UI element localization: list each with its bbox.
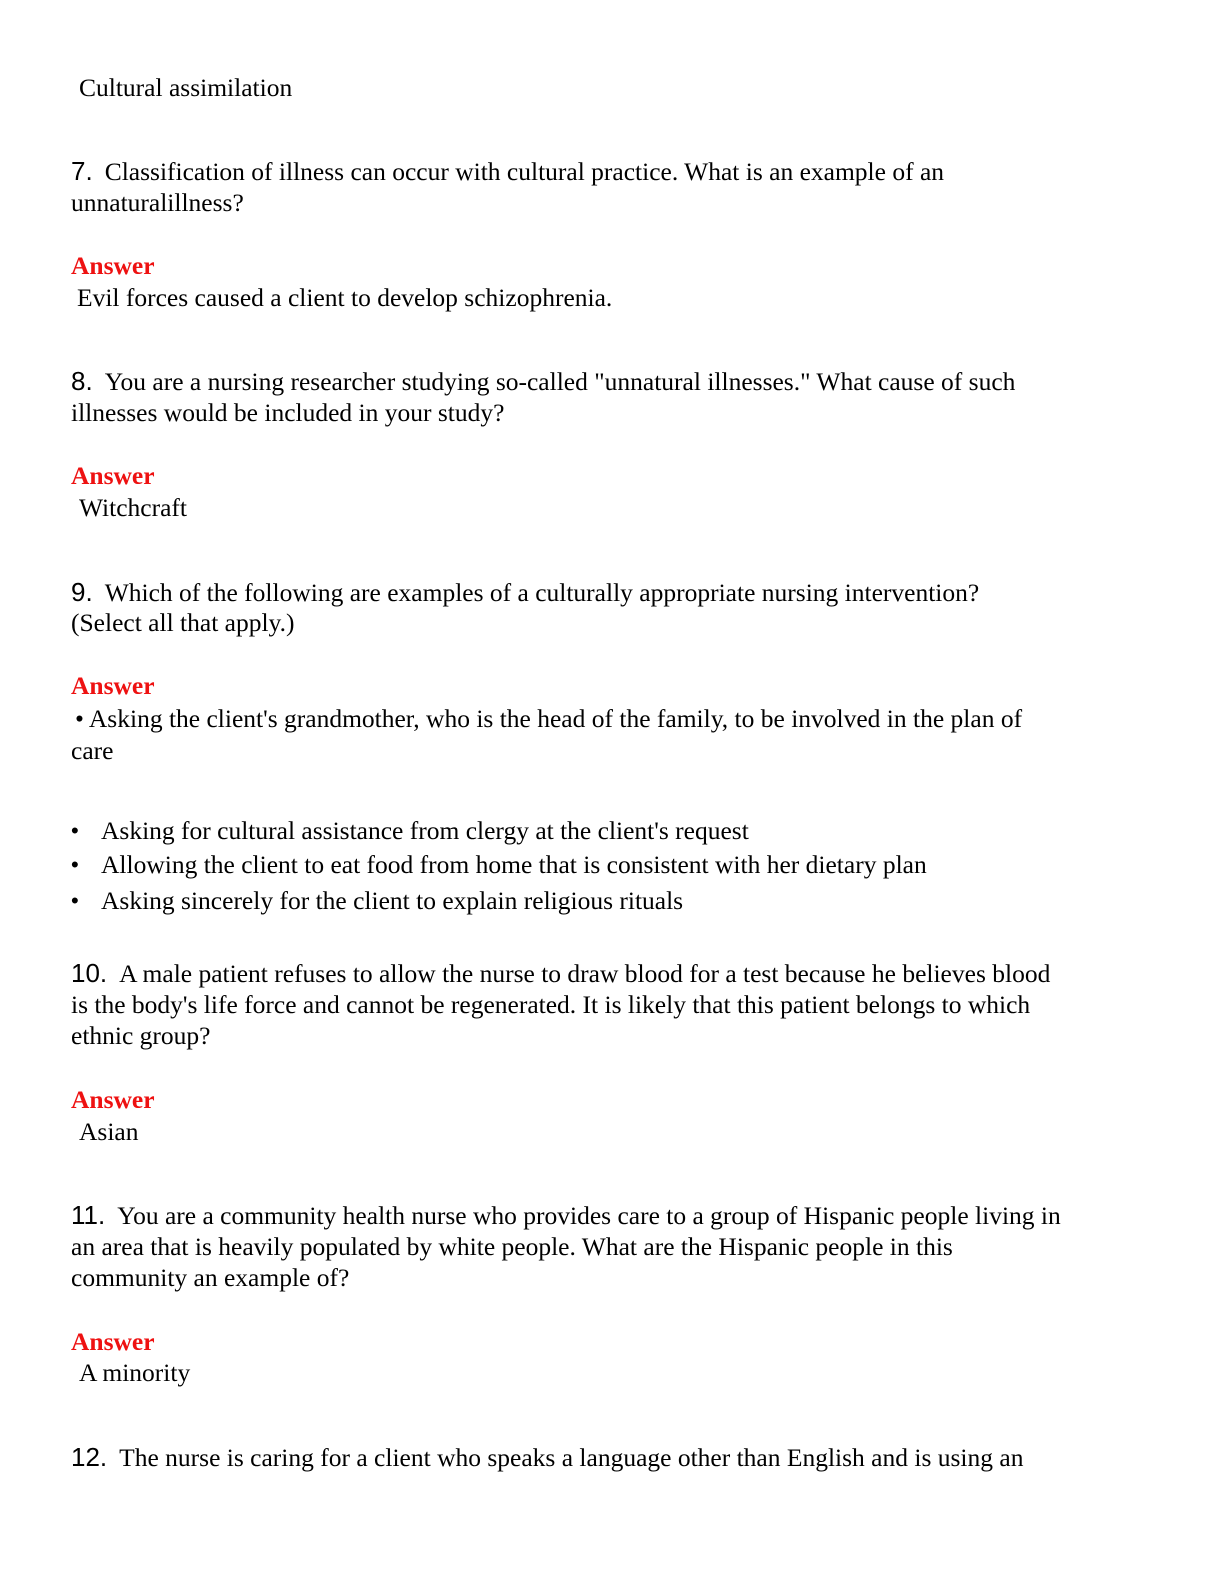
answer-label: Answer [71, 461, 155, 490]
question-11-line-2: an area that is heavily populated by white people. What are the Hispanic people in this [71, 1232, 953, 1261]
question-11-line-1 [71, 1199, 1061, 1232]
answer-text-q9-line-1: • Asking the client's grandmother, who is the head of the family, to be involved in the plan of [75, 704, 1023, 733]
question-7-line-1 [71, 155, 944, 188]
question-number: 9. [71, 577, 93, 607]
answer-text-q9-line-2: care [71, 736, 114, 765]
question-10-line-1 [71, 957, 1050, 990]
question-9-line-1 [71, 576, 979, 609]
answer-label: Answer [71, 251, 155, 280]
question-text: Classification of illness can occur with cultural practice. What is an example of an [104, 157, 945, 186]
question-10-line-3: ethnic group? [71, 1021, 211, 1050]
bullet-icon: • [71, 818, 79, 843]
question-8-line-1 [71, 365, 1015, 398]
question-number: 7. [71, 156, 93, 186]
list-item-text: Asking for cultural assistance from clergy at the client's request [101, 816, 749, 845]
question-number: 11. [71, 1200, 106, 1230]
answer-text-q10: Asian [79, 1117, 139, 1146]
answer-label: Answer [71, 671, 155, 700]
question-8-line-2: illnesses would be included in your study? [71, 398, 505, 427]
bullet-icon: • [71, 888, 79, 913]
question-number: 10. [71, 958, 108, 988]
list-item-text: Allowing the client to eat food from home that is consistent with her dietary plan [101, 850, 927, 879]
question-text: A male patient refuses to allow the nurse to draw blood for a test because he believes blood [119, 959, 1051, 988]
bullet-icon: • [71, 852, 79, 877]
question-12-line-1 [71, 1441, 1023, 1474]
question-text: The nurse is caring for a client who speaks a language other than English and is using an [119, 1443, 1024, 1472]
question-text: Which of the following are examples of a culturally appropriate nursing intervention? [104, 578, 980, 607]
question-10-line-2: is the body's life force and cannot be regenerated. It is likely that this patient belongs to which [71, 990, 1031, 1019]
answer-text-q11: A minority [79, 1358, 191, 1387]
answer-label: Answer [71, 1085, 155, 1114]
question-7-line-2: unnaturalillness? [71, 188, 244, 217]
list-item-text: Asking sincerely for the client to explain religious rituals [101, 886, 684, 915]
question-9-line-2: (Select all that apply.) [71, 608, 295, 637]
answer-label: Answer [71, 1327, 155, 1356]
answer-text-q8: Witchcraft [79, 493, 187, 522]
question-number: 8. [71, 366, 93, 396]
question-11-line-3: community an example of? [71, 1263, 350, 1292]
question-text: You are a nursing researcher studying so-called "unnatural illnesses." What cause of such [104, 367, 1016, 396]
answer-text-q6: Cultural assimilation [79, 73, 293, 102]
question-number: 12. [71, 1442, 108, 1472]
answer-text-q7: Evil forces caused a client to develop schizophrenia. [77, 283, 613, 312]
question-text: You are a community health nurse who provides care to a group of Hispanic people living in [117, 1201, 1061, 1230]
